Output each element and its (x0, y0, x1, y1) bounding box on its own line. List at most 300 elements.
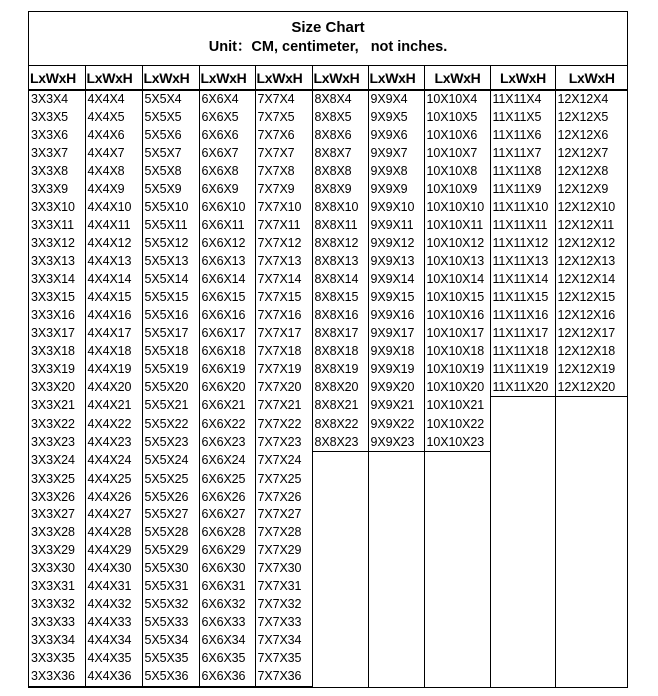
size-cell: 12X12X15 (555, 289, 627, 307)
table-row (29, 109, 627, 127)
size-cell: 6X6X16 (199, 306, 255, 324)
size-cell: 3X3X27 (29, 506, 85, 524)
size-cell: 11X11X15 (490, 289, 555, 307)
empty-cell (555, 488, 627, 506)
empty-cell (555, 668, 627, 687)
empty-cell (490, 668, 555, 687)
empty-cell (555, 506, 627, 524)
size-cell: 7X7X25 (255, 470, 312, 488)
size-cell: 9X9X10 (368, 199, 424, 217)
size-cell: 4X4X14 (85, 271, 142, 289)
size-cell: 9X9X7 (368, 145, 424, 163)
empty-cell (368, 632, 424, 650)
size-cell: 6X6X34 (199, 632, 255, 650)
size-table (29, 65, 627, 687)
empty-cell (555, 650, 627, 668)
size-cell: 7X7X4 (255, 90, 312, 109)
empty-cell (424, 506, 490, 524)
size-cell: 5X5X12 (142, 235, 199, 253)
size-cell: 6X6X22 (199, 415, 255, 433)
table-row (29, 127, 627, 145)
table-row (29, 199, 627, 217)
size-cell: 11X11X4 (490, 90, 555, 109)
size-cell: 10X10X20 (424, 378, 490, 396)
table-row (29, 433, 627, 451)
empty-cell (368, 668, 424, 687)
size-cell: 3X3X29 (29, 542, 85, 560)
column-header: LxWxH (255, 66, 312, 91)
size-cell: 4X4X33 (85, 614, 142, 632)
empty-cell (490, 632, 555, 650)
empty-cell (555, 542, 627, 560)
size-cell: 4X4X11 (85, 217, 142, 235)
empty-cell (312, 524, 368, 542)
empty-cell (312, 632, 368, 650)
size-cell: 10X10X18 (424, 342, 490, 360)
table-row (29, 415, 627, 433)
size-cell: 4X4X13 (85, 253, 142, 271)
size-cell: 4X4X29 (85, 542, 142, 560)
size-cell: 6X6X17 (199, 324, 255, 342)
size-cell: 6X6X12 (199, 235, 255, 253)
size-cell: 6X6X21 (199, 397, 255, 415)
size-cell: 8X8X14 (312, 271, 368, 289)
size-cell: 5X5X21 (142, 397, 199, 415)
size-cell: 7X7X14 (255, 271, 312, 289)
empty-cell (424, 614, 490, 632)
size-cell: 12X12X18 (555, 342, 627, 360)
size-cell: 5X5X30 (142, 560, 199, 578)
empty-cell (312, 596, 368, 614)
size-cell: 4X4X7 (85, 145, 142, 163)
table-row (29, 596, 627, 614)
size-cell: 4X4X24 (85, 452, 142, 470)
empty-cell (424, 560, 490, 578)
table-row (29, 650, 627, 668)
size-cell: 9X9X21 (368, 397, 424, 415)
empty-cell (490, 578, 555, 596)
table-row (29, 397, 627, 415)
size-cell: 9X9X16 (368, 306, 424, 324)
size-cell: 3X3X9 (29, 181, 85, 199)
size-cell: 3X3X33 (29, 614, 85, 632)
empty-cell (490, 560, 555, 578)
size-cell: 7X7X11 (255, 217, 312, 235)
size-cell: 6X6X14 (199, 271, 255, 289)
size-cell: 3X3X35 (29, 650, 85, 668)
table-body (29, 90, 627, 687)
column-header: LxWxH (424, 66, 490, 91)
size-cell: 3X3X19 (29, 360, 85, 378)
size-cell: 10X10X22 (424, 415, 490, 433)
empty-cell (424, 668, 490, 687)
size-cell: 9X9X23 (368, 433, 424, 451)
size-cell: 4X4X30 (85, 560, 142, 578)
size-cell: 3X3X18 (29, 342, 85, 360)
table-row (29, 235, 627, 253)
empty-cell (312, 614, 368, 632)
size-cell: 4X4X19 (85, 360, 142, 378)
size-cell: 7X7X18 (255, 342, 312, 360)
size-cell: 12X12X4 (555, 90, 627, 109)
size-cell: 8X8X4 (312, 90, 368, 109)
size-chart (28, 11, 628, 688)
size-cell: 5X5X27 (142, 506, 199, 524)
size-cell: 3X3X24 (29, 452, 85, 470)
empty-cell (555, 415, 627, 433)
size-cell: 12X12X14 (555, 271, 627, 289)
size-cell: 6X6X36 (199, 668, 255, 687)
empty-cell (312, 650, 368, 668)
size-cell: 3X3X4 (29, 90, 85, 109)
size-cell: 3X3X32 (29, 596, 85, 614)
size-cell: 7X7X5 (255, 109, 312, 127)
size-cell: 4X4X27 (85, 506, 142, 524)
size-cell: 6X6X31 (199, 578, 255, 596)
empty-cell (312, 578, 368, 596)
size-cell: 10X10X7 (424, 145, 490, 163)
table-row (29, 145, 627, 163)
size-cell: 10X10X6 (424, 127, 490, 145)
size-cell: 4X4X10 (85, 199, 142, 217)
size-cell: 10X10X17 (424, 324, 490, 342)
size-cell: 10X10X8 (424, 163, 490, 181)
chart-header (29, 12, 627, 65)
size-cell: 7X7X34 (255, 632, 312, 650)
empty-cell (555, 433, 627, 451)
empty-cell (368, 506, 424, 524)
column-header: LxWxH (490, 66, 555, 91)
size-cell: 8X8X22 (312, 415, 368, 433)
empty-cell (312, 668, 368, 687)
empty-cell (555, 632, 627, 650)
size-cell: 6X6X15 (199, 289, 255, 307)
size-cell: 4X4X36 (85, 668, 142, 687)
size-cell: 8X8X5 (312, 109, 368, 127)
size-cell: 3X3X23 (29, 433, 85, 451)
size-cell: 5X5X6 (142, 127, 199, 145)
size-cell: 11X11X10 (490, 199, 555, 217)
empty-cell (490, 506, 555, 524)
size-cell: 3X3X10 (29, 199, 85, 217)
empty-cell (490, 542, 555, 560)
size-cell: 8X8X12 (312, 235, 368, 253)
size-cell: 5X5X19 (142, 360, 199, 378)
size-cell: 4X4X31 (85, 578, 142, 596)
size-cell: 10X10X21 (424, 397, 490, 415)
empty-cell (490, 433, 555, 451)
size-cell: 12X12X10 (555, 199, 627, 217)
empty-cell (490, 397, 555, 415)
size-cell: 5X5X14 (142, 271, 199, 289)
empty-cell (490, 452, 555, 470)
size-cell: 6X6X35 (199, 650, 255, 668)
size-cell: 3X3X7 (29, 145, 85, 163)
size-cell: 5X5X23 (142, 433, 199, 451)
empty-cell (368, 470, 424, 488)
size-cell: 5X5X22 (142, 415, 199, 433)
size-cell: 3X3X25 (29, 470, 85, 488)
size-cell: 10X10X16 (424, 306, 490, 324)
size-cell: 6X6X19 (199, 360, 255, 378)
size-cell: 4X4X6 (85, 127, 142, 145)
empty-cell (490, 488, 555, 506)
table-row (29, 542, 627, 560)
size-cell: 5X5X4 (142, 90, 199, 109)
size-cell: 4X4X15 (85, 289, 142, 307)
size-cell: 8X8X11 (312, 217, 368, 235)
size-cell: 7X7X33 (255, 614, 312, 632)
size-cell: 8X8X20 (312, 378, 368, 396)
size-cell: 5X5X32 (142, 596, 199, 614)
size-cell: 6X6X9 (199, 181, 255, 199)
size-cell: 6X6X4 (199, 90, 255, 109)
size-cell: 5X5X16 (142, 306, 199, 324)
size-cell: 7X7X20 (255, 378, 312, 396)
size-cell: 12X12X11 (555, 217, 627, 235)
empty-cell (368, 614, 424, 632)
empty-cell (490, 415, 555, 433)
size-cell: 10X10X13 (424, 253, 490, 271)
size-cell: 6X6X25 (199, 470, 255, 488)
size-cell: 5X5X26 (142, 488, 199, 506)
empty-cell (368, 650, 424, 668)
size-cell: 10X10X5 (424, 109, 490, 127)
empty-cell (424, 542, 490, 560)
header-row (29, 66, 627, 91)
table-row (29, 470, 627, 488)
size-cell: 3X3X26 (29, 488, 85, 506)
size-cell: 9X9X15 (368, 289, 424, 307)
table-row (29, 271, 627, 289)
size-cell: 3X3X28 (29, 524, 85, 542)
size-cell: 4X4X35 (85, 650, 142, 668)
size-cell: 12X12X13 (555, 253, 627, 271)
size-cell: 7X7X16 (255, 306, 312, 324)
size-cell: 9X9X14 (368, 271, 424, 289)
table-row (29, 163, 627, 181)
size-cell: 11X11X9 (490, 181, 555, 199)
size-cell: 11X11X16 (490, 306, 555, 324)
size-cell: 7X7X19 (255, 360, 312, 378)
size-cell: 11X11X20 (490, 378, 555, 396)
size-cell: 5X5X36 (142, 668, 199, 687)
table-row (29, 488, 627, 506)
size-cell: 6X6X7 (199, 145, 255, 163)
size-cell: 7X7X12 (255, 235, 312, 253)
size-cell: 12X12X19 (555, 360, 627, 378)
empty-cell (368, 524, 424, 542)
empty-cell (368, 542, 424, 560)
empty-cell (424, 632, 490, 650)
table-row (29, 360, 627, 378)
table-row (29, 524, 627, 542)
table-row (29, 578, 627, 596)
size-cell: 3X3X22 (29, 415, 85, 433)
size-cell: 4X4X26 (85, 488, 142, 506)
size-cell: 8X8X8 (312, 163, 368, 181)
size-cell: 6X6X11 (199, 217, 255, 235)
size-cell: 11X11X6 (490, 127, 555, 145)
size-cell: 11X11X8 (490, 163, 555, 181)
size-cell: 4X4X20 (85, 378, 142, 396)
size-cell: 7X7X15 (255, 289, 312, 307)
size-cell: 4X4X34 (85, 632, 142, 650)
size-cell: 3X3X16 (29, 306, 85, 324)
table-row (29, 90, 627, 109)
size-cell: 4X4X5 (85, 109, 142, 127)
size-cell: 11X11X12 (490, 235, 555, 253)
size-cell: 3X3X31 (29, 578, 85, 596)
size-cell: 3X3X8 (29, 163, 85, 181)
size-cell: 7X7X17 (255, 324, 312, 342)
size-cell: 10X10X12 (424, 235, 490, 253)
size-cell: 12X12X12 (555, 235, 627, 253)
size-cell: 6X6X29 (199, 542, 255, 560)
size-cell: 9X9X5 (368, 109, 424, 127)
size-cell: 10X10X15 (424, 289, 490, 307)
size-cell: 9X9X9 (368, 181, 424, 199)
empty-cell (312, 506, 368, 524)
size-cell: 5X5X31 (142, 578, 199, 596)
size-cell: 6X6X20 (199, 378, 255, 396)
empty-cell (424, 596, 490, 614)
size-cell: 11X11X11 (490, 217, 555, 235)
size-cell: 3X3X20 (29, 378, 85, 396)
size-cell: 5X5X17 (142, 324, 199, 342)
size-cell: 10X10X11 (424, 217, 490, 235)
size-cell: 12X12X5 (555, 109, 627, 127)
size-cell: 4X4X21 (85, 397, 142, 415)
empty-cell (424, 470, 490, 488)
size-cell: 9X9X19 (368, 360, 424, 378)
size-cell: 5X5X28 (142, 524, 199, 542)
size-cell: 4X4X18 (85, 342, 142, 360)
size-cell: 5X5X20 (142, 378, 199, 396)
size-cell: 6X6X27 (199, 506, 255, 524)
size-cell: 8X8X17 (312, 324, 368, 342)
table-row (29, 614, 627, 632)
size-cell: 7X7X22 (255, 415, 312, 433)
size-cell: 5X5X7 (142, 145, 199, 163)
size-cell: 7X7X36 (255, 668, 312, 687)
size-cell: 11X11X19 (490, 360, 555, 378)
empty-cell (312, 452, 368, 470)
size-cell: 8X8X10 (312, 199, 368, 217)
table-row (29, 289, 627, 307)
size-cell: 6X6X30 (199, 560, 255, 578)
size-cell: 8X8X19 (312, 360, 368, 378)
size-cell: 3X3X13 (29, 253, 85, 271)
empty-cell (490, 596, 555, 614)
size-cell: 11X11X5 (490, 109, 555, 127)
size-cell: 7X7X8 (255, 163, 312, 181)
size-cell: 5X5X33 (142, 614, 199, 632)
empty-cell (368, 596, 424, 614)
table-row (29, 452, 627, 470)
size-cell: 9X9X13 (368, 253, 424, 271)
size-cell: 5X5X18 (142, 342, 199, 360)
size-cell: 4X4X8 (85, 163, 142, 181)
column-header: LxWxH (368, 66, 424, 91)
size-cell: 4X4X25 (85, 470, 142, 488)
empty-cell (368, 578, 424, 596)
table-row (29, 217, 627, 235)
unit-note: Unit：CM, centimeter, not inches. (208, 39, 448, 55)
size-cell: 8X8X16 (312, 306, 368, 324)
size-cell: 3X3X36 (29, 668, 85, 687)
size-cell: 7X7X31 (255, 578, 312, 596)
empty-cell (490, 614, 555, 632)
size-cell: 4X4X9 (85, 181, 142, 199)
size-cell: 3X3X34 (29, 632, 85, 650)
size-cell: 8X8X23 (312, 433, 368, 451)
size-cell: 6X6X8 (199, 163, 255, 181)
size-cell: 7X7X21 (255, 397, 312, 415)
empty-cell (555, 596, 627, 614)
size-cell: 5X5X34 (142, 632, 199, 650)
size-cell: 4X4X4 (85, 90, 142, 109)
size-cell: 3X3X5 (29, 109, 85, 127)
empty-cell (312, 542, 368, 560)
size-cell: 7X7X32 (255, 596, 312, 614)
size-cell: 4X4X23 (85, 433, 142, 451)
table-row (29, 253, 627, 271)
empty-cell (424, 650, 490, 668)
empty-cell (424, 452, 490, 470)
size-cell: 6X6X32 (199, 596, 255, 614)
size-cell: 7X7X35 (255, 650, 312, 668)
empty-cell (312, 560, 368, 578)
size-cell: 11X11X14 (490, 271, 555, 289)
size-cell: 4X4X22 (85, 415, 142, 433)
size-cell: 10X10X9 (424, 181, 490, 199)
size-cell: 7X7X7 (255, 145, 312, 163)
size-cell: 12X12X17 (555, 324, 627, 342)
size-cell: 6X6X10 (199, 199, 255, 217)
empty-cell (312, 470, 368, 488)
size-cell: 8X8X21 (312, 397, 368, 415)
chart-title: Size Chart (291, 19, 365, 36)
column-header: LxWxH (199, 66, 255, 91)
size-cell: 4X4X32 (85, 596, 142, 614)
size-cell: 9X9X17 (368, 324, 424, 342)
size-cell: 11X11X13 (490, 253, 555, 271)
size-cell: 3X3X11 (29, 217, 85, 235)
size-cell: 10X10X23 (424, 433, 490, 451)
size-cell: 9X9X22 (368, 415, 424, 433)
empty-cell (368, 560, 424, 578)
empty-cell (424, 578, 490, 596)
size-cell: 6X6X24 (199, 452, 255, 470)
size-cell: 11X11X18 (490, 342, 555, 360)
size-cell: 5X5X35 (142, 650, 199, 668)
column-header: LxWxH (312, 66, 368, 91)
size-cell: 7X7X29 (255, 542, 312, 560)
table-row (29, 378, 627, 396)
size-cell: 5X5X5 (142, 109, 199, 127)
size-cell: 3X3X30 (29, 560, 85, 578)
size-cell: 3X3X17 (29, 324, 85, 342)
empty-cell (555, 614, 627, 632)
size-cell: 5X5X29 (142, 542, 199, 560)
size-cell: 7X7X27 (255, 506, 312, 524)
size-cell: 3X3X14 (29, 271, 85, 289)
size-cell: 5X5X25 (142, 470, 199, 488)
size-cell: 9X9X6 (368, 127, 424, 145)
empty-cell (555, 452, 627, 470)
empty-cell (555, 470, 627, 488)
